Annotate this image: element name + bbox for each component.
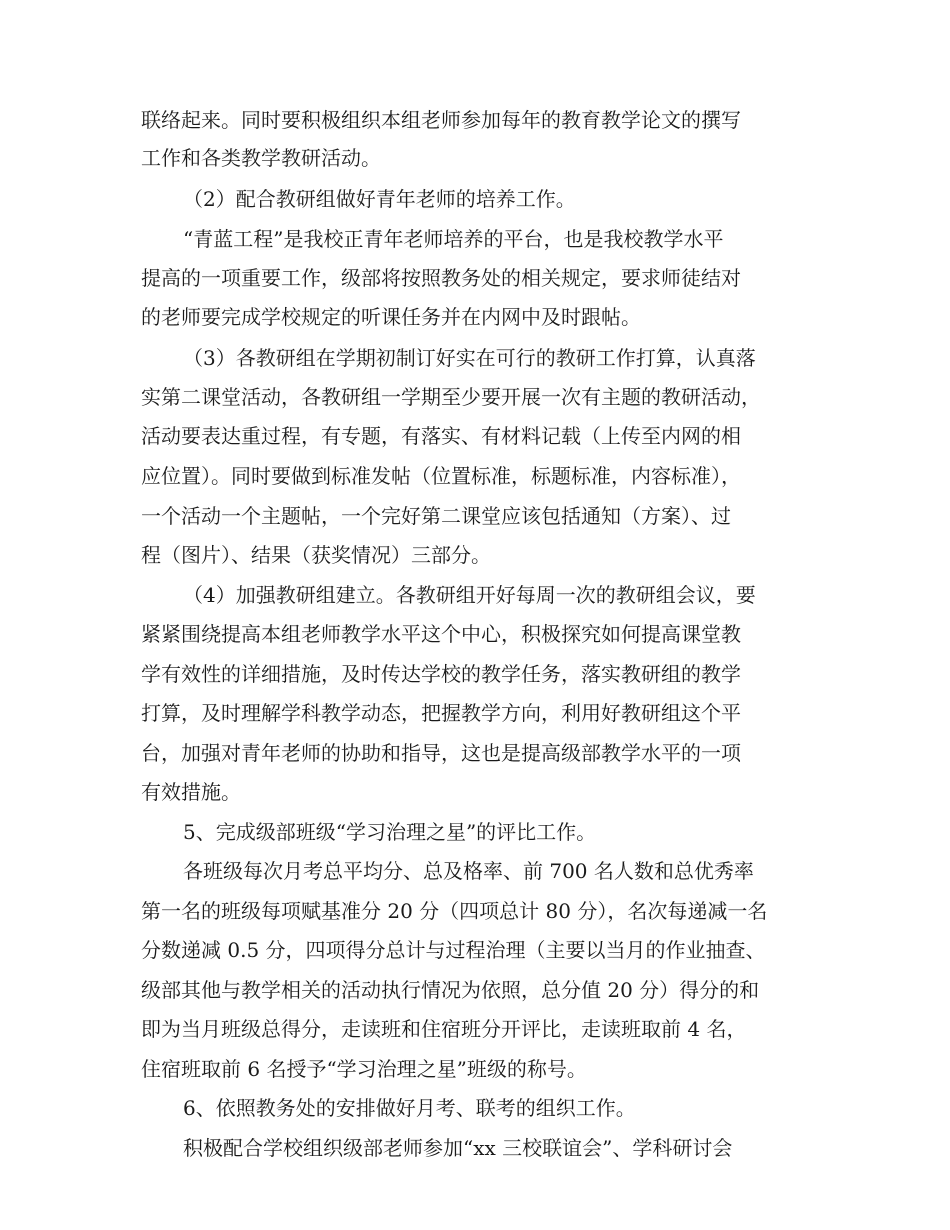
text-line: （4）加强教研组建立。各教研组开好每周一次的教研组会议，要 [183, 583, 756, 607]
section-heading: 6、依照教务处的安排做好月考、联考的组织工作。 [183, 1096, 636, 1120]
text-line: 一个活动一个主题帖，一个完好第二课堂应该包括通知（方案）、过 [141, 504, 731, 528]
text-line: （3）各教研组在学期初制订好实在可行的教研工作打算，认真落 [183, 346, 756, 370]
text-line: 积极配合学校组织级部老师参加“xx 三校联谊会”、学科研讨会 [183, 1136, 733, 1160]
text-line: 级部其他与教学相关的活动执行情况为依照，总分值 20 分）得分的和 [141, 978, 760, 1002]
text-line: 程（图片）、结果（获奖情况）三部分。 [141, 543, 491, 567]
text-line: 各班级每次月考总平均分、总及格率、前 700 名人数和总优秀率 [183, 859, 754, 883]
text-line: 应位置）。同时要做到标准发帖（位置标准，标题标准，内容标准）， [141, 464, 741, 488]
text-line: 分数递减 0.5 分，四项得分总计与过程治理（主要以当月的作业抽查、 [141, 938, 766, 962]
text-line: 联络起来。同时要积极组织本组老师参加每年的教育教学论文的撰写 [141, 108, 741, 132]
text-line: “青蓝工程”是我校正青年老师培养的平台，也是我校教学水平 [183, 227, 724, 251]
text-line: 提高的一项重要工作，级部将按照教务处的相关规定，要求师徒结对 [141, 266, 741, 290]
text-line: 紧紧围绕提高本组老师教学水平这个中心，积极探究如何提高课堂教 [141, 622, 741, 646]
text-line: 实第二课堂活动，各教研组一学期至少要开展一次有主题的教研活动， [141, 385, 761, 409]
text-line: 第一名的班级每项赋基准分 20 分（四项总计 80 分），名次每递减一名 [141, 899, 768, 923]
text-line: 住宿班取前 6 名授予“学习治理之星”班级的称号。 [141, 1057, 587, 1081]
text-line: 即为当月班级总得分，走读班和住宿班分开评比，走读班取前 4 名， [141, 1017, 747, 1041]
text-line: 活动要表达重过程，有专题，有落实、有材料记载（上传至内网的相 [141, 424, 741, 448]
text-line: 台，加强对青年老师的协助和指导，这也是提高级部教学水平的一项 [141, 741, 741, 765]
text-line: 有效措施。 [141, 780, 241, 804]
section-heading: 5、完成级部班级“学习治理之星”的评比工作。 [183, 820, 597, 844]
text-line: 工作和各类教学教研活动。 [141, 146, 381, 170]
text-line: 的老师要完成学校规定的听课任务并在内网中及时跟帖。 [141, 305, 641, 329]
text-line: 打算，及时理解学科教学动态，把握教学方向，利用好教研组这个平 [141, 701, 741, 725]
text-line: 学有效性的详细措施，及时传达学校的教学任务，落实教研组的教学 [141, 662, 741, 686]
text-line: （2）配合教研组做好青年老师的培养工作。 [183, 187, 576, 211]
